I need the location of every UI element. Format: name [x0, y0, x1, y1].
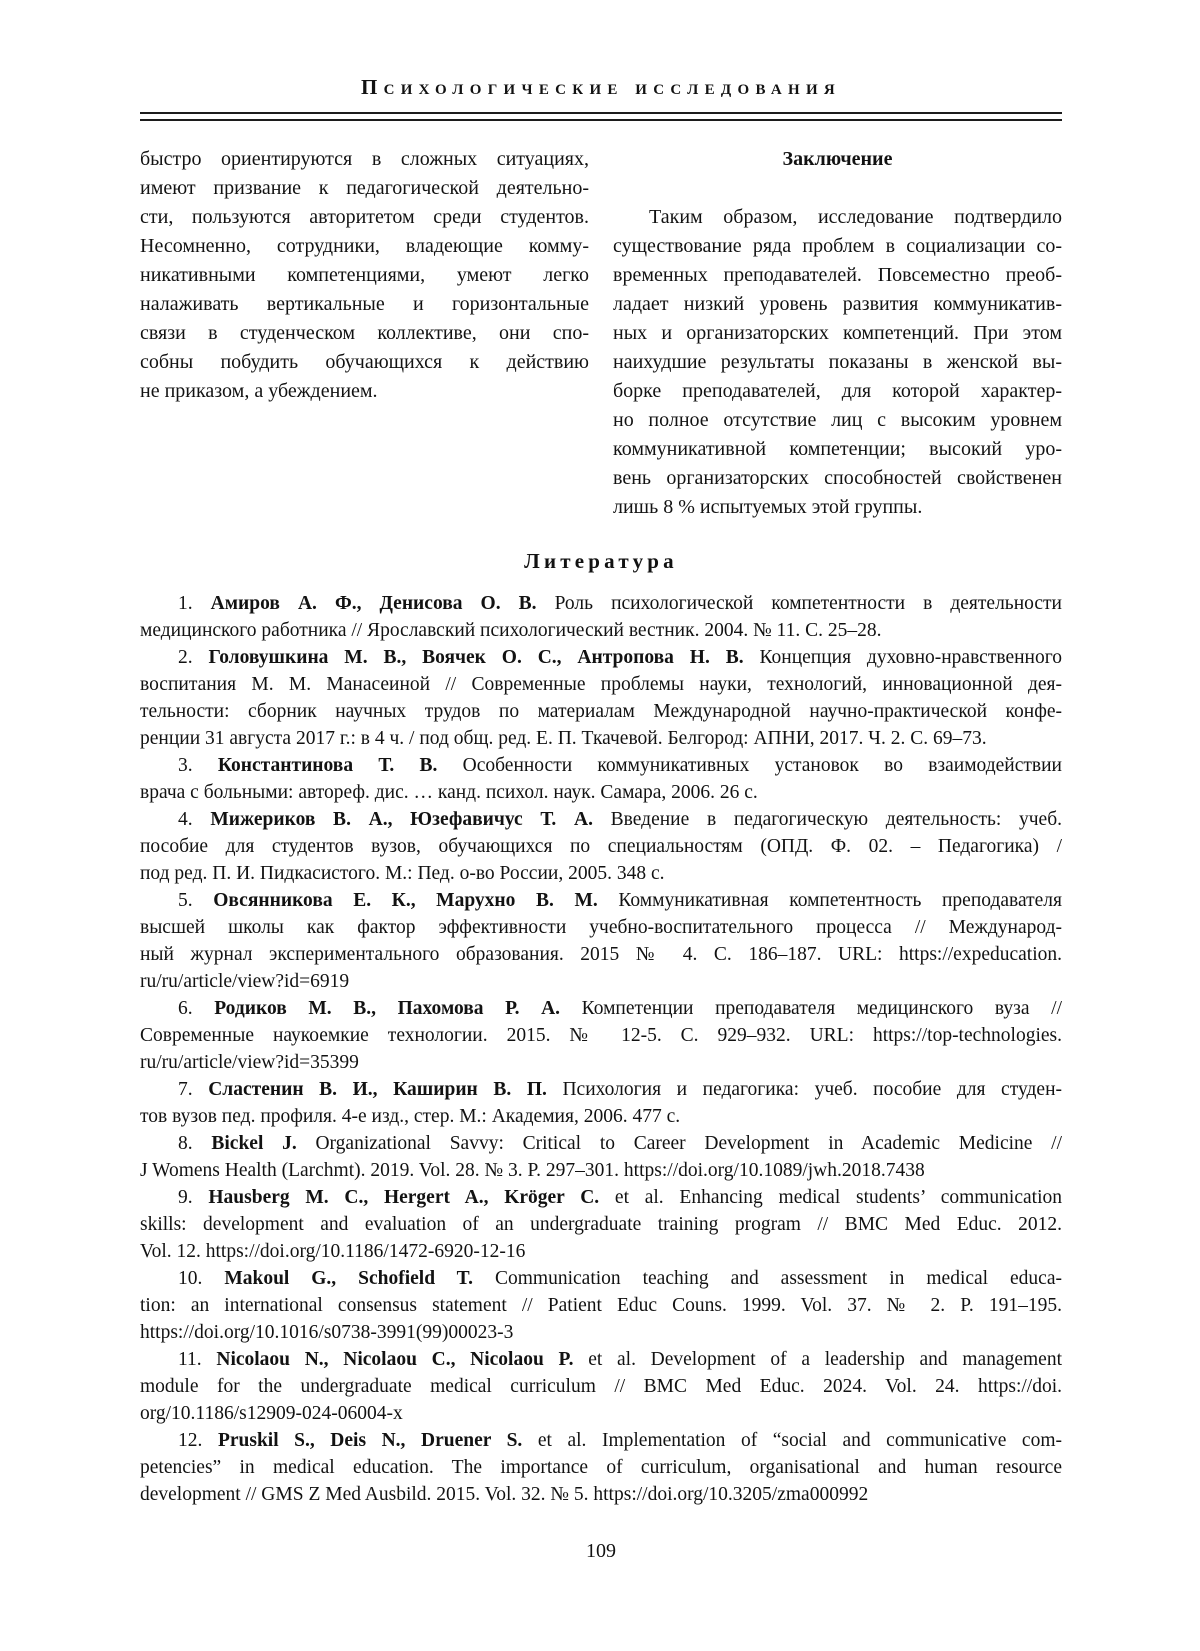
reference-item: 11. Nicolaou N., Nicolaou C., Nicolaou P. et al. Development of a leadership and management module for the undergraduate medical curriculum // BMC Med Educ. 2024. Vol. 24. https://doi. org/10.1186/s12909-024-06004-x [140, 1349, 1062, 1424]
reference-item: 1. Амиров А. Ф., Денисова О. В. Роль психологической компетентности в деятельности медицинского работника // Ярославский психологический вестник. 2004. № 11. С. 25–28. [140, 593, 1062, 641]
conclusion-heading: Заключение [782, 148, 893, 170]
conclusion-paragraph: Таким образом, исследование подтвердило существование ряда проблем в социализации со- временных преподавателей. Повсеместно преоб- ладает низкий уровень развития коммуникатив- ных и организаторских компетенций. При этом наихудшие результаты показаны в женской вы- борке преподавателей, для которой характер- но полное отсутствие лиц с высоким уровнем коммуникативной компетенции; высокий уро- вень организаторских способностей свойственен лишь 8 % испытуемых этой группы. [613, 206, 1062, 518]
reference-item: 8. Bickel J. Organizational Savvy: Critical to Career Development in Academic Medicine // J Womens Health (Larchmt). 2019. Vol. 28. № 3. P. 297–301. https://doi.org/10.1089/jwh.2018.7438 [140, 1133, 1062, 1181]
reference-item: 5. Овсянникова Е. К., Марухно В. М. Коммуникативная компетентность преподавателя высшей школы как фактор эффективности учебно-воспитательного процесса // Международ- ный журнал экспериментального образования. 2015 № 4. С. 186–187. URL: https://expeducation. ru/ru/article/view?id=6919 [140, 890, 1062, 992]
running-head: Психологические исследования [360, 75, 842, 99]
header-double-rule [140, 112, 1062, 121]
reference-item: 3. Константинова Т. В. Особенности коммуникативных установок во взаимодействии врача с больными: автореф. дис. … канд. психол. наук. Самара, 2006. 26 с. [140, 755, 1062, 803]
page-number: 109 [586, 1540, 616, 1562]
reference-item: 12. Pruskil S., Deis N., Druener S. et al. Implementation of “social and communicative com- petencies” in medical education. The importance of curriculum, organisational and human resource development // GMS Z Med Ausbild. 2015. Vol. 32. № 5. https://doi.org/10.3205/zma000992 [140, 1430, 1062, 1505]
reference-item: 9. Hausberg M. C., Hergert A., Kröger C. et al. Enhancing medical students’ communication skills: development and evaluation of an undergraduate training program // BMC Med Educ. 2012. Vol. 12. https://doi.org/10.1186/1472-6920-12-16 [140, 1187, 1062, 1262]
reference-list [140, 590, 1062, 1508]
reference-item: 4. Мижериков В. А., Юзефавичус Т. А. Введение в педагогическую деятельность: учеб. пособие для студентов вузов, обучающихся по специальностям (ОПД. Ф. 02. – Педагогика) / под ред. П. И. Пидкасистого. М.: Пед. о-во России, 2005. 348 с. [140, 809, 1062, 884]
literature-heading: Литература [524, 549, 678, 573]
reference-item: 10. Makoul G., Schofield T. Communication teaching and assessment in medical educa- tion: an international consensus statement // Patient Educ Couns. 1999. Vol. 37. № 2. P. 191–195. https://doi.org/10.1016/s0738-3991(99)00023-3 [140, 1268, 1062, 1343]
left-column-paragraph: быстро ориентируются в сложных ситуациях, имеют призвание к педагогической деятельно- сти, пользуются авторитетом среди студентов. Несомненно, сотрудники, владеющие комму- никативными компетенциями, умеют легко налаживать вертикальные и горизонтальные связи в студенческом коллективе, они спо- собны побудить обучающихся к действию не приказом, а убеждением. [140, 148, 589, 402]
right-column [613, 145, 1062, 522]
body-columns [140, 145, 1062, 522]
reference-item: 2. Головушкина М. В., Воячек О. С., Антропова Н. В. Концепция духовно-нравственного воспитания М. М. Манасеиной // Современные проблемы науки, технологий, инновационной дея- тельности: сборник научных трудов по материалам Международной научно-практической конфе- ренции 31 августа 2017 г.: в 4 ч. / под общ. ред. Е. П. Ткачевой. Белгород: АПНИ, 2017. Ч. 2. С. 69–73. [140, 647, 1062, 749]
reference-item: 6. Родиков М. В., Пахомова Р. А. Компетенции преподавателя медицинского вуза // Современные наукоемкие технологии. 2015. № 12-5. С. 929–932. URL: https://top-technologies. ru/ru/article/view?id=35399 [140, 998, 1062, 1073]
reference-item: 7. Сластенин В. И., Каширин В. П. Психология и педагогика: учеб. пособие для студен- тов вузов пед. профиля. 4-е изд., стер. М.: Академия, 2006. 477 с. [140, 1079, 1062, 1127]
